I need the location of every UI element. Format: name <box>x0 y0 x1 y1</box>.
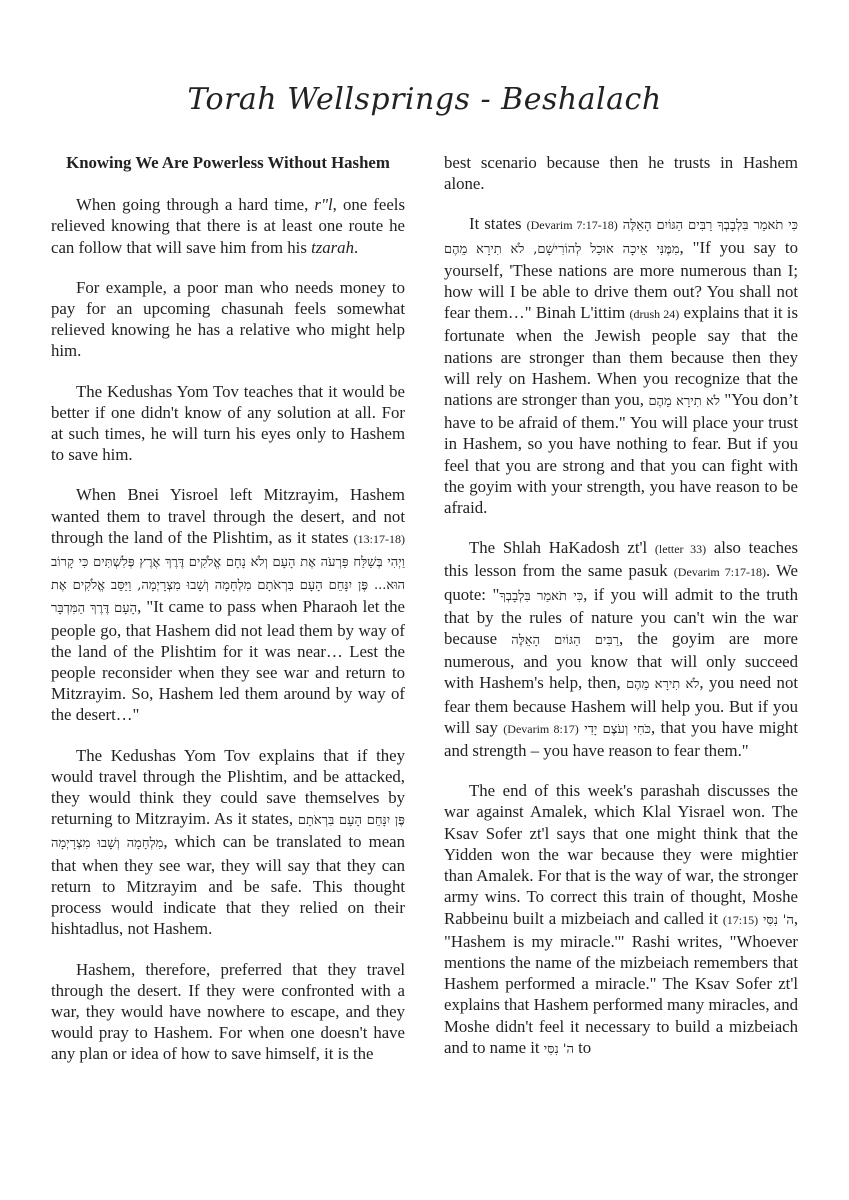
hebrew-quote: כֹּחִי וְעֹצֶם יָדִי <box>584 721 652 737</box>
paragraph: For example, a poor man who needs money to pay for an upcoming chasunah feels somewhat relieved knowing he has a relative who might help him. <box>51 277 405 361</box>
source-reference: (letter 33) <box>654 542 707 557</box>
paragraph: The Kedushas Yom Tov teaches that it would be better if one didn't know of any solution at all. For at such times, he will turn his eyes only to Hashem to save him. <box>51 381 405 465</box>
hebrew-quote: וַיְהִי בְּשַׁלַּח פַּרְעֹה אֶת הָעָם וְלֹא נָחָם אֱלֹקִים דֶּרֶךְ אֶרֶץ פְּלִשְׁתִּים כִּי קָרוֹב הוּא... פֶּן יִנָּחֵם הָעָם בִּרְאֹתָם מִלְחָמָה וְשָׁבוּ מִצְרָיְמָה, וַיַּסֵּב אֱלֹקִים אֶת הָעָם דֶּרֶךְ הַמִּדְבָּר <box>51 555 405 617</box>
hebrew-quote: ה' נִסִּי <box>543 1041 574 1057</box>
paragraph: It states (Devarim 7:17-18) כִּי תֹאמַר בִּלְבָבְךָ רַבִּים הַגּוֹיִם הָאֵלֶּה מִמֶּנִּי אֵיכָה אוּכַל לְהוֹרִישָׁם, לֹא תִירָא מֵהֶם, "If you say to yourself, 'These nations are more numerous than I; how will I be able to drive them out? You shall not fear them…" Binah L'ittim (drush 24) explains that it is fortunate when the Jewish people say that the nations are stronger than them because then they will rely on Hashem. When you recognize that the nations are stronger than you, לֹא תִירָא מֵהֶם "You don’t have to be afraid of them." You will place your trust in Hashem, so you have nothing to fear. But if you feel that you are strong and that you can fight with the goyim with your strength, you have reason to be afraid. <box>444 214 799 518</box>
hebrew-quote: רַבִּים הַגּוֹיִם הָאֵלֶּה <box>511 633 619 649</box>
page-title: Torah Wellsprings - Beshalach <box>187 82 662 117</box>
section-heading: Knowing We Are Powerless Without Hashem <box>66 153 390 172</box>
left-column <box>51 152 405 1065</box>
paragraph: best scenario because then he trusts in Hashem alone. <box>444 153 798 194</box>
hebrew-quote: כִּי תֹאמַר בִּלְבָבְךָ רַבִּים הַגּוֹיִם הָאֵלֶּה מִמֶּנִּי אֵיכָה אוּכַל לְהוֹרִישָׁם, לֹא תִירָא מֵהֶם <box>444 218 798 257</box>
source-reference: (17:15) <box>722 912 759 927</box>
hebrew-quote: פֶּן יִנָּחֵם הָעָם בִּרְאֹתָם מִלְחָמָה וְשָׁבוּ מִצְרָיְמָה <box>51 813 405 852</box>
source-reference: (Devarim 7:17-18) <box>526 218 618 233</box>
hebrew-quote: לֹא תִירָא מֵהֶם <box>626 677 700 693</box>
paragraph: The Kedushas Yom Tov explains that if they would travel through the Plishtim, and be attacked, they would think they could save themselves by returning to Mitzrayim. As it states, פֶּן יִנָּחֵם הָעָם בִּרְאֹתָם מִלְחָמָה וְשָׁבוּ מִצְרָיְמָה, which can be translated to mean that when they see war, they will say that they can return to Mitzrayim and be safe. This thought process would indicate that they relied on their hishtadlus, not Hashem. <box>51 745 405 939</box>
source-reference: (Devarim 8:17) <box>503 721 579 736</box>
paragraph: When Bnei Yisroel left Mitzrayim, Hashem wanted them to travel through the desert, and not through the land of the Plishtim, as it states (13:17-18) וַיְהִי בְּשַׁלַּח פַּרְעֹה אֶת הָעָם וְלֹא נָחָם אֱלֹקִים דֶּרֶךְ אֶרֶץ פְּלִשְׁתִּים כִּי קָרוֹב הוּא... פֶּן יִנָּחֵם הָעָם בִּרְאֹתָם מִלְחָמָה וְשָׁבוּ מִצְרָיְמָה, וַיַּסֵּב אֱלֹקִים אֶת הָעָם דֶּרֶךְ הַמִּדְבָּר, "It came to pass when Pharaoh let the people go, that Hashem did not lead them by way of the land of the Plishtim for it was near… Lest the people reconsider when they see war and return to Mitzrayim. So, Hashem led them around by way of the desert…" <box>51 485 405 725</box>
hebrew-quote: לֹא תִירָא מֵהֶם <box>648 394 720 410</box>
paragraph: The Shlah HaKadosh zt'l (letter 33) also teaches this lesson from the same pasuk (Devarim 7:17-18). We quote: "כִּי תֹאמַר בִּלְבָבְךָ, if you will admit to the truth that by the rules of nature you can't win the war because רַבִּים הַגּוֹיִם הָאֵלֶּה, the goyim are more numerous, and you know that will only succeed with Hashem's help, then, לֹא תִירָא מֵהֶם, you need not fear them because Hashem will help you. But if you will say (Devarim 8:17) כֹּחִי וְעֹצֶם יָדִי, that you have might and strength – you have reason to fear them." <box>444 538 799 761</box>
paragraph: The end of this week's parashah discusses the war against Amalek, which Klal Yisrael won. The Ksav Sofer zt'l says that one might think that the Yidden won the war because they were mightier than Amalek. For that is the way of war, the stronger army wins. To correct this train of thought, Moshe Rabbeinu built a mizbeiach and called it (17:15) ה' נִסִּי, "Hashem is my miracle.'" Rashi writes, "Whoever mentions the name of the mizbeiach remembers that Hashem performed a miracle." The Ksav Sofer zt'l explains that Hashem performed many miracles, and Moshe didn't feel it necessary to build a mizbeiach and to name it ה' נִסִּי to <box>444 781 799 1057</box>
paragraph: When going through a hard time, r"l, one feels relieved knowing that there is at least one route he can follow that will save him from his tzarah. <box>51 195 405 257</box>
source-reference: (13:17-18) <box>353 531 405 546</box>
hebrew-quote: כִּי תֹאמַר בִּלְבָבְךָ <box>499 588 584 604</box>
source-reference: (Devarim 7:17-18) <box>673 565 767 580</box>
source-reference: (drush 24) <box>629 307 680 322</box>
paragraph: Hashem, therefore, preferred that they travel through the desert. If they were confronted with a war, they would have nowhere to escape, and they would pray to Hashem. For when one doesn't have any plan or idea of how to save himself, it is the <box>51 959 405 1064</box>
hebrew-quote: ה' נִסִּי <box>762 912 794 928</box>
right-column <box>444 152 798 1060</box>
